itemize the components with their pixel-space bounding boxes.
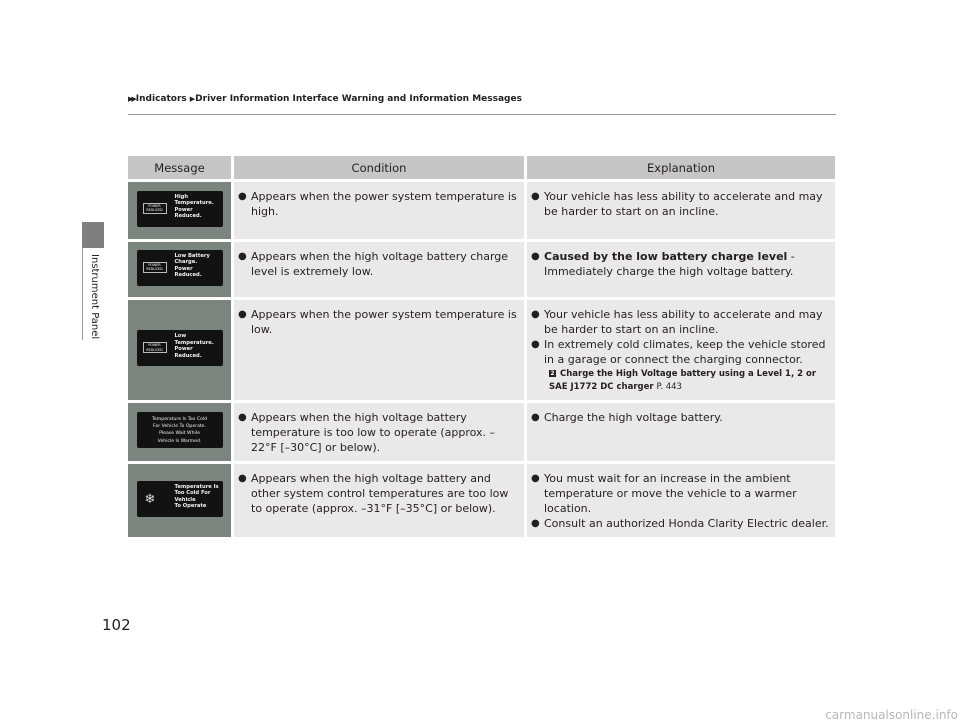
power-reduced-badge: POWER REDUCED bbox=[143, 342, 167, 353]
bullet-icon: ● bbox=[531, 339, 540, 350]
cross-reference-link[interactable] bbox=[531, 368, 829, 394]
condition-text: Appears when the high voltage battery and other system control temperatures are too low to operate (approx. –31°F [–35°C] or below). bbox=[251, 472, 509, 515]
breadcrumb bbox=[128, 94, 522, 104]
explanation-text: Charge the high voltage battery. bbox=[544, 411, 723, 424]
bullet-item bbox=[531, 337, 829, 367]
column-header-explanation: Explanation bbox=[527, 156, 835, 179]
bullet-item bbox=[531, 307, 829, 337]
bullet-icon: ● bbox=[238, 191, 247, 202]
power-reduced-badge: POWER REDUCED bbox=[143, 262, 167, 273]
message-image-cell bbox=[128, 242, 231, 297]
condition-text: Appears when the high voltage battery charge level is extremely low. bbox=[251, 250, 509, 278]
table-row bbox=[128, 464, 835, 537]
condition-text: Appears when the power system temperature is high. bbox=[251, 190, 517, 218]
explanation-cell bbox=[527, 242, 835, 297]
explanation-text: Consult an authorized Honda Clarity Electric dealer. bbox=[544, 517, 829, 530]
breadcrumb-arrow-icon: ▶ bbox=[189, 95, 194, 103]
bullet-icon: ● bbox=[238, 251, 247, 262]
explanation-text: - Immediately charge the high voltage battery. bbox=[544, 250, 795, 278]
display-screen-image bbox=[137, 481, 223, 517]
bullet-icon: ● bbox=[531, 309, 540, 320]
table-row bbox=[128, 300, 835, 400]
condition-cell bbox=[234, 403, 524, 461]
explanation-text: Your vehicle has less ability to accelerate and may be harder to start on an incline. bbox=[544, 308, 823, 336]
bullet-icon: ● bbox=[531, 473, 540, 484]
cross-reference-page: P. 443 bbox=[656, 382, 682, 392]
header-rule bbox=[128, 114, 836, 115]
condition-cell bbox=[234, 242, 524, 297]
display-screen-image bbox=[137, 250, 223, 286]
bullet-item bbox=[238, 189, 518, 219]
column-header-message: Message bbox=[128, 156, 231, 179]
bullet-icon: ● bbox=[238, 473, 247, 484]
condition-cell bbox=[234, 182, 524, 239]
breadcrumb-item[interactable]: Driver Information Interface Warning and Information Messages bbox=[195, 94, 522, 104]
explanation-cell bbox=[527, 300, 835, 400]
explanation-text: You must wait for an increase in the ambient temperature or move the vehicle to a warmer location. bbox=[544, 472, 797, 515]
section-tab-marker bbox=[82, 222, 104, 248]
reference-arrow-icon: 2 bbox=[550, 370, 555, 377]
bullet-item bbox=[238, 471, 518, 516]
bullet-item bbox=[238, 249, 518, 279]
bullet-icon: ● bbox=[531, 518, 540, 529]
cross-reference-text: Charge the High Voltage battery using a Level 1, 2 or SAE J1772 DC charger bbox=[549, 369, 817, 392]
bullet-icon: ● bbox=[238, 309, 247, 320]
display-screen-text: Temperature Is Too Cold For Vehicle To Operate bbox=[174, 483, 219, 510]
message-image-cell bbox=[128, 300, 231, 400]
explanation-text: Your vehicle has less ability to accelerate and may be harder to start on an incline. bbox=[544, 190, 823, 218]
message-image-cell bbox=[128, 464, 231, 537]
bullet-icon: ● bbox=[531, 251, 540, 262]
explanation-cell bbox=[527, 182, 835, 239]
display-screen-image bbox=[137, 191, 223, 227]
display-screen-text: Low Temperature. Power Reduced. bbox=[174, 333, 214, 359]
bullet-item bbox=[238, 307, 518, 337]
explanation-cell bbox=[527, 403, 835, 461]
explanation-cell bbox=[527, 464, 835, 537]
explanation-text: In extremely cold climates, keep the vehicle stored in a garage or connect the charging connector. bbox=[544, 338, 826, 366]
message-image-cell bbox=[128, 403, 231, 461]
section-divider-line bbox=[82, 248, 83, 340]
message-image-cell bbox=[128, 182, 231, 239]
explanation-bold-text: Caused by the low battery charge level bbox=[544, 250, 788, 263]
condition-cell bbox=[234, 464, 524, 537]
section-label-text: Instrument Panel bbox=[89, 254, 100, 340]
page-number: 102 bbox=[102, 616, 131, 634]
display-screen-text: Temperature Is Too Cold For Vehicle To Operate. Please Wait While Vehicle Is Warmed. bbox=[151, 417, 208, 444]
display-screen-image bbox=[137, 330, 223, 366]
bullet-item bbox=[531, 471, 829, 516]
table-row bbox=[128, 403, 835, 461]
section-label bbox=[88, 254, 102, 338]
condition-cell bbox=[234, 300, 524, 400]
bullet-icon: ● bbox=[531, 191, 540, 202]
breadcrumb-item[interactable]: Indicators bbox=[135, 94, 187, 104]
display-screen-text: High Temperature. Power Reduced. bbox=[174, 193, 214, 220]
bullet-item bbox=[531, 410, 829, 425]
messages-table bbox=[125, 156, 838, 537]
bullet-item bbox=[238, 410, 518, 455]
display-screen-text: Low Battery Charge. Power Reduced. bbox=[174, 252, 210, 279]
bullet-item bbox=[531, 249, 829, 279]
table-row bbox=[128, 242, 835, 297]
table-row bbox=[128, 182, 835, 239]
display-screen-image bbox=[137, 412, 223, 448]
power-reduced-badge: POWER REDUCED bbox=[143, 203, 167, 214]
condition-text: Appears when the power system temperature is low. bbox=[251, 308, 517, 336]
bullet-icon: ● bbox=[238, 412, 247, 423]
watermark: carmanualsonline.info bbox=[750, 708, 960, 722]
bullet-item bbox=[531, 189, 829, 219]
column-header-condition: Condition bbox=[234, 156, 524, 179]
breadcrumb-arrow-icon: ▶▶ bbox=[128, 95, 135, 103]
condition-text: Appears when the high voltage battery temperature is too low to operate (approx. –22°F [–30°C] or below). bbox=[251, 411, 496, 454]
bullet-item bbox=[531, 516, 829, 531]
snowflake-icon: ❄ bbox=[144, 491, 156, 507]
bullet-icon: ● bbox=[531, 412, 540, 423]
